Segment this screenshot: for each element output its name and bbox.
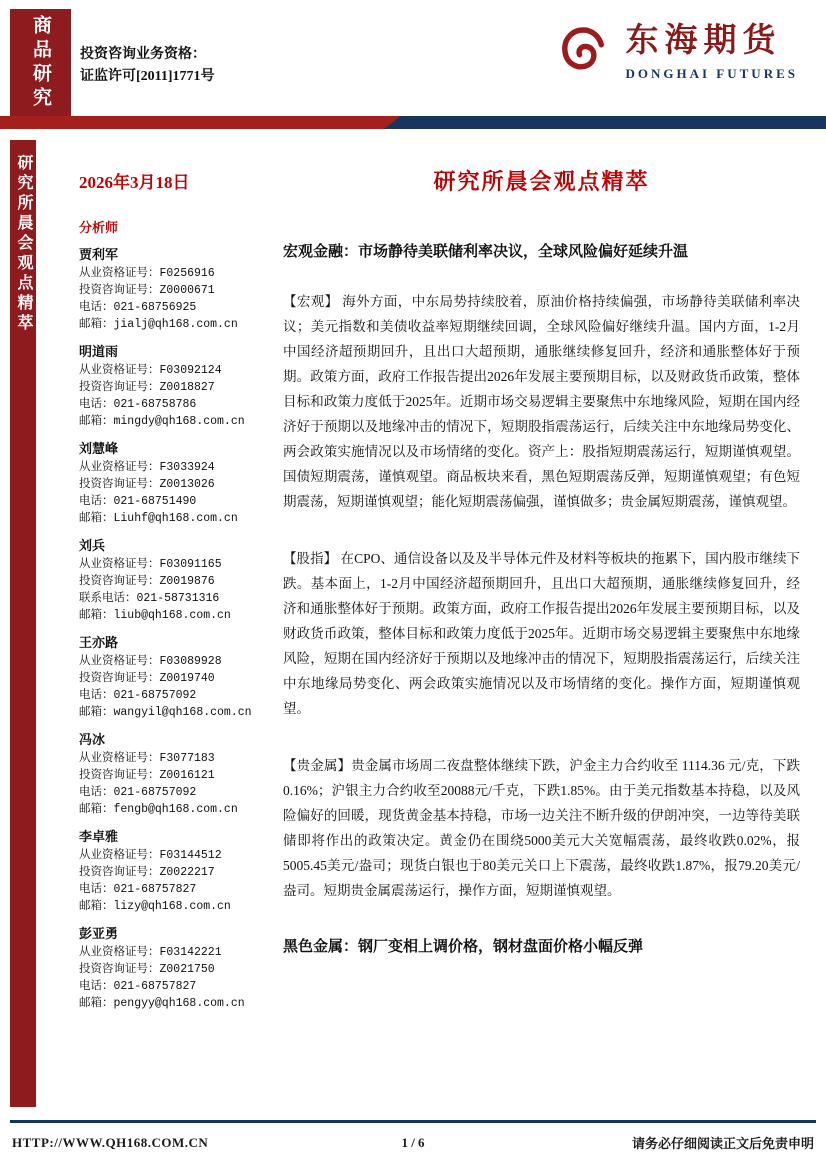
analyst-detail: 投资咨询证号：Z0019876	[79, 575, 215, 588]
analyst-detail: 从业资格证号：F03092124	[79, 364, 222, 377]
analyst-detail: 从业资格证号：F03142221	[79, 946, 222, 959]
analyst-detail: 邮箱：jialj@qh168.com.cn	[79, 318, 238, 331]
category-box	[10, 9, 71, 116]
analyst-entry	[79, 923, 275, 1012]
dragon-logo-icon	[556, 23, 614, 81]
company-logo	[556, 22, 799, 82]
category-vertical-label: 商品研究	[30, 14, 51, 111]
analysts-label: 分析师	[79, 220, 119, 235]
analyst-detail: 邮箱：wangyil@qh168.com.cn	[79, 706, 252, 719]
analyst-detail: 电话：021-68757092	[79, 786, 197, 799]
analyst-detail: 邮箱：Liuhf@qh168.com.cn	[79, 512, 238, 525]
qualification-line-2: 证监许可[2011]1771号	[80, 69, 215, 84]
page-title: 研究所晨会观点精萃	[433, 169, 650, 194]
logo-name-en: DONGHAI FUTURES	[625, 65, 798, 81]
footer-page-number: 1 / 6	[401, 1134, 425, 1150]
analyst-detail: 邮箱：liub@qh168.com.cn	[79, 609, 231, 622]
header-band	[0, 116, 826, 129]
analyst-detail: 投资咨询证号：Z0021750	[79, 963, 215, 976]
analyst-detail: 电话：021-68756925	[79, 301, 197, 314]
analyst-detail: 邮箱：fengb@qh168.com.cn	[79, 803, 238, 816]
analyst-detail: 电话：021-68751490	[79, 495, 197, 508]
paragraph-macro: 【宏观】 海外方面，中东局势持续胶着，原油价格持续偏强，市场静待美联储利率决议；美元指数和美债收益率短期继续回调，全球风险偏好继续升温。国内方面，1-2月中国经济超预期回升，且出口大超预期，通胀继续修复回升，经济和通胀整体好于预期。政策方面，政府工作报告提出2026年发展主要预期目标，以及财政货币政策，整体目标和政策力度低于2025年。近期市场交易逻辑主要聚焦中东地缘风险，短期在国内经济好于预期以及地缘冲击的情况下，短期股指震荡运行，后续关注中东地缘局势变化、两会政策实施情况以及市场情绪的变化。资产上：股指短期震荡运行，短期谨慎观望。国债短期震荡，谨慎观望。商品板块来看，黑色短期震荡反弹，短期谨慎观望；有色短期震荡，短期谨慎观望；能化短期震荡偏强，谨慎做多；贵金属短期震荡，谨慎观望。	[283, 294, 800, 509]
analyst-entry	[79, 729, 275, 818]
footer-divider	[10, 1120, 816, 1123]
analyst-detail: 联系电话：021-58731316	[79, 592, 220, 605]
analyst-entry	[79, 341, 275, 430]
analyst-entry	[79, 826, 275, 915]
analyst-detail: 邮箱：lizy@qh168.com.cn	[79, 900, 231, 913]
analyst-detail: 投资咨询证号：Z0019740	[79, 672, 215, 685]
paragraph-precious-metals: 【贵金属】贵金属市场周二夜盘整体继续下跌，沪金主力合约收至 1114.36 元/克，下跌0.16%；沪银主力合约收至20088元/千克，下跌1.85%。由于美元指数基本持稳，以及风险偏好的回暖，现货黄金基本持稳，市场一边关注不断升级的伊朗冲突，一边等待美联储即将作出的政策决定。黄金仍在围绕5000美元大关宽幅震荡，最终收跌0.02%，报5005.45美元/盎司；现货白银也于80美元关口上下震荡，最终收跌1.87%，报79.20美元/盎司。短期贵金属震荡运行，操作方面，短期谨慎观望。	[283, 758, 800, 898]
analyst-name: 贾利军	[79, 247, 119, 262]
analyst-detail: 投资咨询证号：Z0022217	[79, 866, 215, 879]
analyst-entry	[79, 244, 275, 333]
analyst-detail: 电话：021-68757827	[79, 883, 197, 896]
analyst-entry	[79, 438, 275, 527]
analyst-detail: 投资咨询证号：Z0016121	[79, 769, 215, 782]
left-vertical-strip	[10, 140, 36, 1107]
logo-name-cn: 东海期货	[625, 23, 782, 59]
strip-vertical-title: 研究所晨会观点精萃	[15, 154, 32, 334]
report-date: 2026年3月18日	[79, 173, 190, 192]
paragraph-stock-index: 【股指】 在CPO、通信设备以及及半导体元件及材料等板块的拖累下，国内股市继续下跌。基本面上，1-2月中国经济超预期回升，且出口大超预期，通胀继续修复回升，经济和通胀整体好于预期。政策方面，政府工作报告提出2026年发展主要预期目标，以及财政货币政策，整体目标和政策力度低于2025年。近期市场交易逻辑主要聚焦中东地缘风险，短期在国内经济好于预期以及地缘冲击的情况下，短期股指震荡运行，后续关注中东地缘局势变化、两会政策实施情况以及市场情绪的变化。操作方面，短期谨慎观望。	[283, 551, 800, 716]
analyst-detail: 从业资格证号：F3077183	[79, 752, 215, 765]
qualification-line-1: 投资咨询业务资格：	[80, 47, 206, 62]
analyst-entry	[79, 632, 275, 721]
analyst-name: 李卓雅	[79, 829, 119, 844]
analyst-detail: 电话：021-68758786	[79, 398, 197, 411]
section-heading-macro-finance: 宏观金融：市场静待美联储利率决议，全球风险偏好延续升温	[283, 244, 689, 260]
analyst-detail: 从业资格证号：F03089928	[79, 655, 222, 668]
analyst-detail: 从业资格证号：F0256916	[79, 267, 215, 280]
analyst-detail: 邮箱：mingdy@qh168.com.cn	[79, 415, 245, 428]
footer-website-url: HTTP://WWW.QH168.COM.CN	[12, 1134, 209, 1150]
footer-disclaimer: 请务必仔细阅读正文后免责申明	[631, 1136, 814, 1151]
analyst-detail: 从业资格证号：F03091165	[79, 558, 222, 571]
main-content	[283, 165, 800, 956]
section-heading-ferrous-metals: 黑色金属：钢厂变相上调价格，钢材盘面价格小幅反弹	[283, 939, 644, 955]
analyst-detail: 邮箱：pengyy@qh168.com.cn	[79, 997, 245, 1010]
analyst-detail: 电话：021-68757092	[79, 689, 197, 702]
analyst-detail: 从业资格证号：F03144512	[79, 849, 222, 862]
analyst-name: 冯冰	[79, 732, 106, 747]
analyst-name: 彭亚勇	[79, 926, 119, 941]
analyst-detail: 投资咨询证号：Z0000671	[79, 284, 215, 297]
footer	[12, 1133, 814, 1152]
analyst-name: 刘慧峰	[79, 441, 119, 456]
logo-text	[626, 22, 799, 82]
analysts-column	[79, 168, 275, 1012]
qualification-block	[80, 44, 215, 88]
analyst-name: 明道雨	[79, 344, 119, 359]
analyst-detail: 电话：021-68757827	[79, 980, 197, 993]
analyst-name: 王亦路	[79, 635, 119, 650]
analyst-entry	[79, 535, 275, 624]
analyst-detail: 投资咨询证号：Z0013026	[79, 478, 215, 491]
analyst-detail: 从业资格证号：F3033924	[79, 461, 215, 474]
analyst-name: 刘兵	[79, 538, 106, 553]
analyst-detail: 投资咨询证号：Z0018827	[79, 381, 215, 394]
